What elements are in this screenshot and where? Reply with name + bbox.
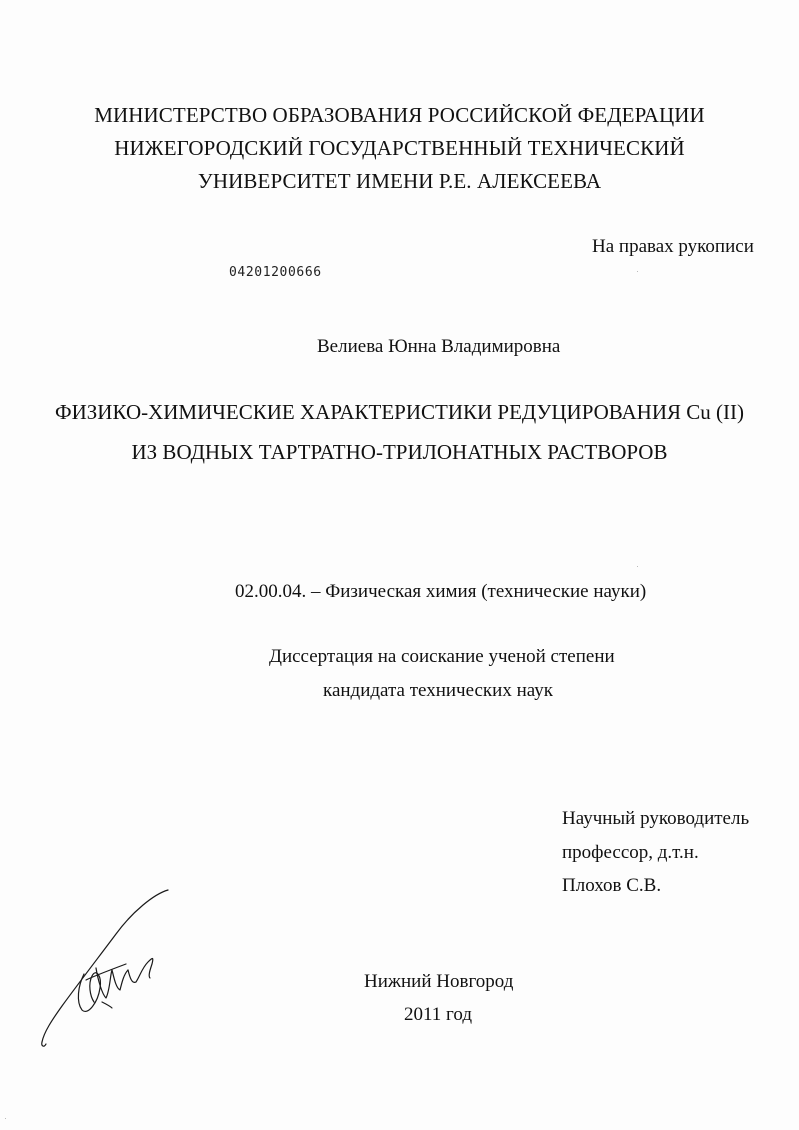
supervisor-title: профессор, д.т.н. — [562, 842, 699, 863]
handwritten-signature-icon — [36, 880, 186, 1050]
university-line-2: УНИВЕРСИТЕТ ИМЕНИ Р.Е. АЛЕКСЕЕВА — [197, 169, 602, 193]
supervisor-name: Плохов С.В. — [562, 875, 662, 896]
speck — [637, 566, 638, 567]
registry-number-stamp: 04201200666 — [229, 265, 322, 280]
degree-line-1: Диссертация на соискание ученой степени — [269, 646, 615, 667]
footer-city: Нижний Новгород — [364, 971, 514, 992]
author-name: Велиева Юнна Владимировна — [317, 336, 561, 357]
ministry-line: МИНИСТЕРСТВО ОБРАЗОВАНИЯ РОССИЙСКОЙ ФЕДЕРАЦИИ — [94, 103, 705, 127]
university-line-1: НИЖЕГОРОДСКИЙ ГОСУДАРСТВЕННЫЙ ТЕХНИЧЕСКИЙ — [114, 136, 685, 160]
thesis-title-line-2: ИЗ ВОДНЫХ ТАРТРАТНО-ТРИЛОНАТНЫХ РАСТВОРОВ — [131, 440, 668, 464]
rights-note: На правах рукописи — [592, 236, 754, 257]
supervisor-role: Научный руководитель — [562, 808, 750, 829]
specialty-code: 02.00.04. – Физическая химия (технические науки) — [235, 581, 647, 602]
speck — [637, 271, 638, 272]
speck — [5, 1118, 6, 1119]
footer-year: 2011 год — [404, 1004, 472, 1025]
degree-line-2: кандидата технических наук — [323, 680, 553, 701]
thesis-title-line-1: ФИЗИКО-ХИМИЧЕСКИЕ ХАРАКТЕРИСТИКИ РЕДУЦИРОВАНИЯ Cu (II) — [55, 400, 744, 424]
